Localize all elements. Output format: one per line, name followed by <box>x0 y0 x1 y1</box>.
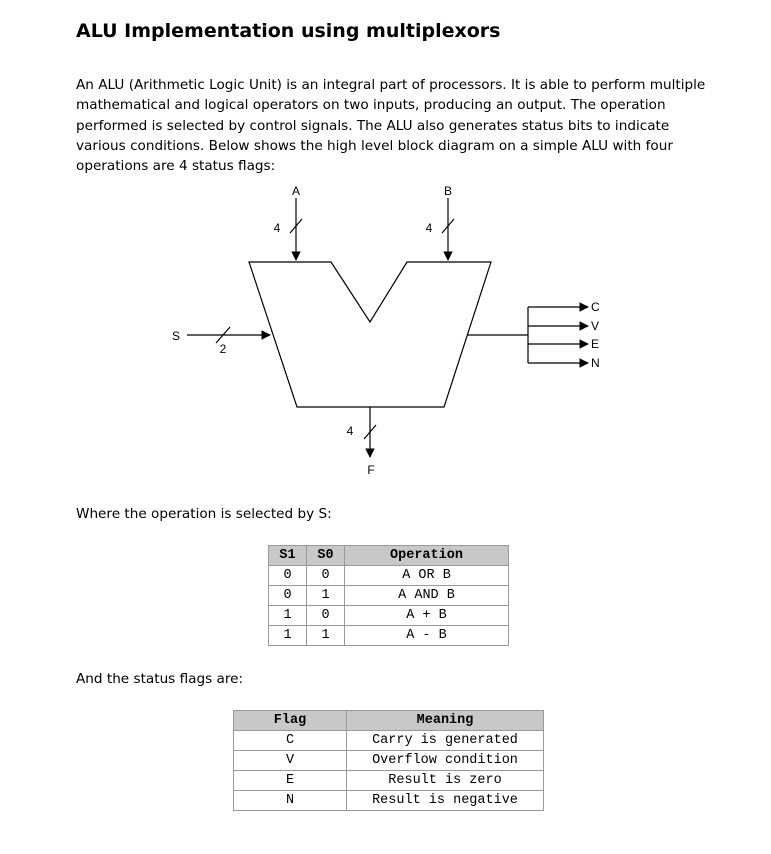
table-row <box>234 771 544 791</box>
table-cell: Overflow condition <box>347 751 544 771</box>
select-label: S <box>171 329 181 343</box>
column-header-flag: Flag <box>234 711 347 731</box>
table-cell: 1 <box>307 586 345 606</box>
flag-e-label: E <box>591 337 600 351</box>
table-cell: 0 <box>269 586 307 606</box>
table-header-row <box>269 546 509 566</box>
table-cell: 1 <box>307 626 345 646</box>
table-cell: A + B <box>345 606 509 626</box>
flag-c-label: C <box>591 300 600 314</box>
table-cell: Result is negative <box>347 791 544 811</box>
output-width: 4 <box>346 424 354 438</box>
input-a-width: 4 <box>273 221 281 235</box>
table-cell: 1 <box>269 606 307 626</box>
table-cell: N <box>234 791 347 811</box>
table-cell: A - B <box>345 626 509 646</box>
table-row <box>269 586 509 606</box>
page-title: ALU Implementation using multiplexors <box>76 20 501 42</box>
column-header-s0: S0 <box>307 546 345 566</box>
alu-block-diagram <box>0 175 771 495</box>
table-row <box>269 606 509 626</box>
flag-v-label: V <box>591 319 600 333</box>
table-row <box>234 751 544 771</box>
operation-select-label: Where the operation is selected by S: <box>76 506 332 522</box>
operation-table <box>268 545 509 646</box>
table-cell: 0 <box>307 566 345 586</box>
table-header-row <box>234 711 544 731</box>
table-row <box>234 731 544 751</box>
table-cell: 0 <box>307 606 345 626</box>
flag-n-label: N <box>591 356 600 370</box>
table-cell: C <box>234 731 347 751</box>
flag-table <box>233 710 544 811</box>
table-cell: A OR B <box>345 566 509 586</box>
column-header-meaning: Meaning <box>347 711 544 731</box>
table-cell: E <box>234 771 347 791</box>
column-header-operation: Operation <box>345 546 509 566</box>
table-cell: A AND B <box>345 586 509 606</box>
select-width: 2 <box>219 342 227 356</box>
output-label: F <box>367 463 375 477</box>
alu-body <box>249 262 491 407</box>
table-row <box>269 626 509 646</box>
table-row <box>234 791 544 811</box>
table-cell: Carry is generated <box>347 731 544 751</box>
table-cell: Result is zero <box>347 771 544 791</box>
table-cell: V <box>234 751 347 771</box>
table-row <box>269 566 509 586</box>
input-b-width: 4 <box>425 221 433 235</box>
input-b-label: B <box>443 184 453 198</box>
status-flags-label: And the status flags are: <box>76 671 244 687</box>
intro-paragraph: An ALU (Arithmetic Logic Unit) is an integral part of processors. It is able to perform multiple mathematical and logical operators on two inputs, producing an output. The operation performed is selected by control signals. The ALU also generates status bits to indicate various conditions. Below shows the high level block diagram on a simple ALU with four operations are 4 status flags: <box>76 77 706 175</box>
table-cell: 1 <box>269 626 307 646</box>
input-a-label: A <box>291 184 301 198</box>
table-cell: 0 <box>269 566 307 586</box>
column-header-s1: S1 <box>269 546 307 566</box>
